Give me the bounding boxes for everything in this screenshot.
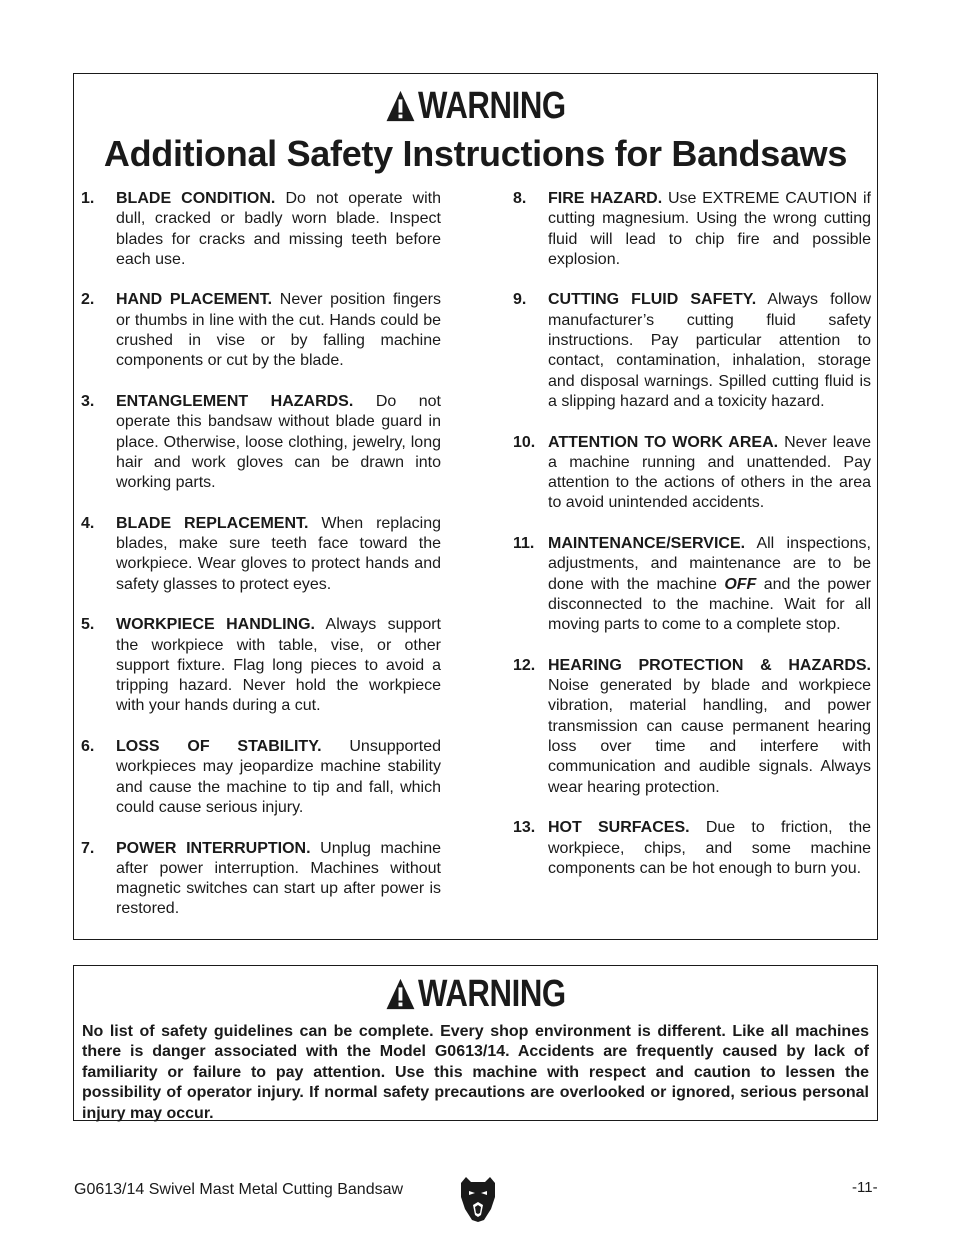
item-number: 12. xyxy=(513,656,536,674)
instruction-item xyxy=(513,189,871,270)
instruction-item xyxy=(513,656,871,798)
instruction-item xyxy=(81,514,441,595)
instruction-item xyxy=(513,818,871,879)
item-body: Unplug machine after power interruption. Machines without magnetic switches can start up after power is restored. xyxy=(116,839,441,918)
section-title: Additional Safety Instructions for Bandsaws xyxy=(103,133,848,174)
item-text xyxy=(116,615,441,716)
item-number: 8. xyxy=(513,190,527,207)
warning-notice-text: No list of safety guidelines can be complete. Every shop environment is different. Like all machines there is danger associated with the Model G0613/14. Accidents are frequently caused by lack of familiarity or failure to pay attention. Use this machine with respect and caution to lessen the possibility of operator injury. If normal safety precautions are overlooked or ignored, serious personal injury may occur. xyxy=(82,1023,869,1122)
instruction-item xyxy=(513,534,871,635)
instruction-item xyxy=(81,392,441,493)
instruction-item xyxy=(513,433,871,514)
item-heading: ENTANGLEMENT HAZARDS. xyxy=(116,392,354,410)
item-text xyxy=(116,290,441,371)
item-text xyxy=(116,392,441,493)
item-number: 13. xyxy=(513,819,536,837)
item-body: Do not operate this bandsaw without blade guard in place. Otherwise, loose clothing, jewelry, long hair and work gloves can be drawn into working parts. xyxy=(116,392,442,492)
item-number: 4. xyxy=(81,514,95,532)
item-number: 2. xyxy=(81,291,95,309)
grizzly-bear-logo-icon xyxy=(457,1175,499,1223)
item-body: Due to friction, the workpiece, chips, and some machine components can be hot enough to burn you. xyxy=(548,819,871,877)
item-body: and the power disconnected to the machine. Wait for all moving parts to come to a complete stop. xyxy=(548,575,871,634)
item-heading: BLADE CONDITION. xyxy=(116,190,276,207)
item-number: 11. xyxy=(513,535,535,553)
item-number: 3. xyxy=(81,392,95,410)
item-text xyxy=(548,290,871,412)
item-text xyxy=(116,189,441,270)
warning-header xyxy=(146,86,804,126)
item-heading: POWER INTERRUPTION. xyxy=(116,839,311,857)
item-heading: FIRE HAZARD. xyxy=(548,190,663,207)
item-number: 5. xyxy=(81,616,95,634)
item-body: All inspections, adjustments, and maintenance are to be done with the machine xyxy=(548,535,871,593)
warning-triangle-icon xyxy=(385,977,416,1011)
right-column xyxy=(513,189,871,899)
warning-signal-word: WARNING xyxy=(418,85,566,127)
item-body: Noise generated by blade and workpiece vibration, material handling, and power transmission can cause permanent hearing loss over time and interfere with communication and audible signals. Always wear hearing protection. xyxy=(548,677,871,796)
item-text xyxy=(548,189,871,270)
item-text xyxy=(548,656,871,798)
item-number: 6. xyxy=(81,738,95,756)
item-heading: BLADE REPLACEMENT. xyxy=(116,514,309,532)
safety-instructions-box xyxy=(73,73,878,940)
item-body: Do not operate with dull, cracked or badly worn blade. Inspect blades for cracks and missing teeth before each use. xyxy=(116,190,442,268)
warning-header xyxy=(146,974,804,1014)
general-warning-box xyxy=(73,965,878,1121)
page-number: -11- xyxy=(852,1179,878,1196)
item-text xyxy=(548,534,871,635)
item-body: Unsupported workpieces may jeopardize machine stability and cause the machine to tip and fall, which could cause serious injury. xyxy=(116,738,441,816)
instruction-item xyxy=(81,737,441,818)
item-text xyxy=(116,514,441,595)
item-body: Never position fingers or thumbs in line with the cut. Hands could be crushed in vise or by falling machine components or cut by the blade. xyxy=(116,291,441,370)
item-heading: WORKPIECE HANDLING. xyxy=(116,616,315,634)
item-text xyxy=(548,433,871,514)
item-heading: LOSS OF STABILITY. xyxy=(116,738,322,756)
footer-model-title: G0613/14 Swivel Mast Metal Cutting Bandsaw xyxy=(74,1181,404,1198)
item-body: Always follow manufacturer’s cutting fluid safety instructions. Pay particular attention to contact, contamination, inhalation, storage and disposal warnings. Spilled cutting fluid is a slipping hazard and a toxicity hazard. xyxy=(548,291,872,410)
item-text xyxy=(548,818,871,879)
item-body: Never leave a machine running and unattended. Pay attention to the actions of others in the area to avoid unintended accidents. xyxy=(548,433,872,512)
item-number: 1. xyxy=(81,190,95,207)
instruction-item xyxy=(81,189,441,270)
item-number: 10. xyxy=(513,433,536,451)
item-heading: HEARING PROTECTION & HAZARDS. xyxy=(548,656,871,674)
warning-triangle-icon xyxy=(385,89,416,123)
item-heading: HOT SURFACES. xyxy=(548,819,690,837)
item-heading: CUTTING FLUID SAFETY. xyxy=(548,291,757,309)
item-text xyxy=(116,839,441,920)
left-column xyxy=(81,189,441,940)
item-text xyxy=(116,737,441,818)
item-emphasis: OFF xyxy=(724,575,757,593)
instruction-item xyxy=(81,615,441,716)
instruction-item xyxy=(81,839,441,920)
item-heading: HAND PLACEMENT. xyxy=(116,291,273,309)
warning-signal-word: WARNING xyxy=(418,973,566,1015)
item-heading: MAINTENANCE/SERVICE. xyxy=(548,535,746,553)
instruction-item xyxy=(513,290,871,412)
item-number: 9. xyxy=(513,291,527,309)
item-number: 7. xyxy=(81,839,95,857)
item-body: Always support the workpiece with table, vise, or other support fixture. Flag long pieces to avoid a tripping hazard. Never hold the workpiece with your hands during a cut. xyxy=(116,616,442,715)
instruction-item xyxy=(81,290,441,371)
item-body: When replacing blades, make sure teeth face toward the workpiece. Wear gloves to protect hands and safety glasses to protect eyes. xyxy=(116,514,441,593)
item-heading: ATTENTION TO WORK AREA. xyxy=(548,433,779,451)
item-body: Use EXTREME CAUTION if cutting magnesium. Using the wrong cutting fluid will lead to chip fire and possible explosion. xyxy=(548,190,871,268)
